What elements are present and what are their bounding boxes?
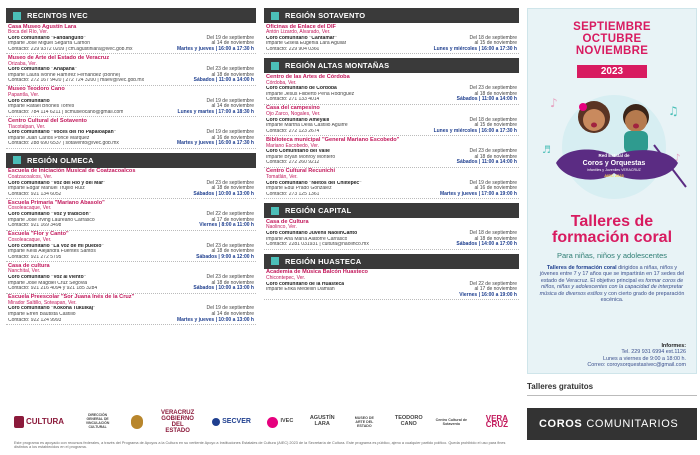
- instructor: Imparte Ana María Alatorre Carrasco: [266, 236, 348, 242]
- schedule-time: 9:00 a 12:00 h: [221, 253, 254, 260]
- contact: Contacto: 271 133 4014: [266, 97, 320, 103]
- month-label: NOVIEMBRE: [575, 45, 649, 57]
- schedule-days: Sábados: [193, 285, 215, 292]
- choir-name: Coro comunitario de Córdoba: [266, 86, 337, 92]
- ivec-logo: IVEC: [267, 417, 293, 428]
- venue-card: [264, 168, 519, 199]
- contact: Contacto: 921 134 6052: [8, 191, 62, 197]
- contact: Contacto: 288 690 6537 | sotavento@ivec.gob.mx: [8, 141, 119, 147]
- schedule-time: 10:00 a 13:00 h: [218, 316, 254, 323]
- venue-row: [8, 286, 254, 292]
- section-title: RECINTOS IVEC: [27, 11, 88, 20]
- contact: Contacto: 272 167 9420 | 272 724 3200 | maev@ivec.gob.mx: [8, 78, 145, 84]
- schedule-days: Viernes: [199, 222, 218, 229]
- contact: Contacto: 229 9372 0209 | cm.agustinlara@ivec.gob.mx: [8, 46, 133, 52]
- venue-city: Tomatlán, Ver.: [266, 173, 298, 180]
- choir-name: Coro comunitario: [8, 98, 50, 104]
- venue-city: Orizaba, Ver.: [8, 60, 37, 67]
- instructor: Imparte Erika Medellín Damián: [266, 287, 335, 293]
- info-heading: Informes:: [661, 343, 686, 349]
- section-header-huasteca: [264, 254, 519, 269]
- venue-city: Boca del Río, Ver.: [8, 29, 49, 36]
- instructor: Imparte Kelis Alejandra Fuentes Santos: [8, 249, 96, 255]
- square-icon: [271, 12, 279, 20]
- venue-city: Cosoleacaque, Ver.: [8, 236, 52, 243]
- contact: Contacto: 921 272 5795: [8, 254, 62, 260]
- venue-name: Academia de Música Balcón Huasteco: [266, 269, 368, 276]
- end-date: al 16 de noviembre: [211, 134, 254, 141]
- choir-name: Coro comunitario "Voz al viento": [8, 274, 86, 280]
- ivec-icon: [267, 417, 278, 428]
- instructor: Imparte José Magdiel Cruz Segovia: [8, 280, 88, 286]
- end-date: al 18 de noviembre: [474, 235, 517, 242]
- banner-line: infantiles y Juveniles VERACRUZ: [587, 168, 641, 172]
- schedule-time: 17:00 a 19:00 h: [481, 190, 517, 197]
- shield-icon: [131, 415, 143, 429]
- instructor: Imparte Gisela Eugenia Lara Aguilar: [266, 41, 347, 47]
- start-date: Del 22 de septiembre: [206, 211, 254, 218]
- start-date: Del 19 de septiembre: [206, 97, 254, 104]
- schedule-days: Sábados: [456, 96, 478, 103]
- venue-row: [8, 192, 254, 198]
- section-title: REGIÓN SOTAVENTO: [285, 11, 366, 20]
- left-column: [6, 8, 256, 325]
- section-header-olmeca: [6, 153, 256, 168]
- instructor: Imparte José Irving Laureano Carrasco: [8, 217, 95, 223]
- schedule: Lunes y miércoles | 16:00 a 17:30 h: [433, 45, 517, 52]
- instructor: Imparte Bryan Monroy Montero: [266, 154, 336, 160]
- venue-name: Casa Museo Agustín Lara: [8, 23, 77, 30]
- schedule: Martes y jueves | 16:00 a 17:30 h: [176, 45, 254, 52]
- instructor: Imparte Martha Della Castillo Aguirre: [266, 123, 348, 129]
- start-date: Del 23 de septiembre: [206, 179, 254, 186]
- choir-name: Coro comunitario de la Huasteca: [266, 281, 345, 287]
- contact: Contacto: 921 216 4094 y 921 185 3284: [8, 286, 98, 292]
- schedule: Sábados | 11:00 a 14:00 h: [456, 96, 517, 103]
- schedule: Sábados | 10:00 a 13:00 h: [193, 285, 254, 292]
- venue-name: Escuela Preescolar "Sor Juana Inés de la Cruz": [8, 294, 135, 301]
- end-date: al 15 de noviembre: [474, 122, 517, 129]
- section-header-capital: [264, 203, 519, 218]
- schedule-time: 16:00 a 19:00 h: [481, 291, 517, 298]
- schedule-time: 17:00 a 18:30 h: [218, 108, 254, 115]
- start-date: Del 18 de septiembre: [469, 34, 517, 41]
- end-date: al 15 de noviembre: [474, 40, 517, 47]
- venue-row: [8, 78, 254, 84]
- venue-city: Nanchital, Ver.: [8, 268, 41, 275]
- banner-line: Coros y Orquestas: [582, 160, 646, 167]
- schedule-days: Lunes y miércoles: [433, 127, 478, 134]
- contact: Contacto: 921 169 3498: [8, 223, 62, 229]
- venue-list-recintos: [6, 23, 256, 149]
- schedule-days: Sábados: [193, 190, 215, 197]
- venue-row: [8, 47, 254, 53]
- instructor: Imparte Edgar Manuel Trujillo Ruiz: [8, 186, 85, 192]
- venue-card: [264, 23, 519, 54]
- venue-card: [6, 117, 256, 148]
- start-date: Del 18 de septiembre: [469, 230, 517, 237]
- section-title: REGIÓN ALTAS MONTAÑAS: [285, 61, 390, 71]
- schedule: Viernes | 16:00 a 19:00 h: [459, 291, 517, 298]
- contact: Contacto: 272 123 2674: [266, 128, 320, 134]
- music-note-icon: ♪: [674, 153, 681, 164]
- schedule-time: 11:00 a 14:00 h: [218, 77, 254, 84]
- venue-row: [8, 255, 254, 261]
- start-date: Del 23 de septiembre: [206, 66, 254, 73]
- venue-card: [6, 23, 256, 54]
- end-date: al 18 de noviembre: [211, 185, 254, 192]
- section-header-sotavento: [264, 8, 519, 23]
- venue-row: [8, 110, 254, 116]
- eagle-icon: [14, 416, 24, 428]
- year-badge: 2023: [577, 65, 647, 78]
- start-date: Del 19 de septiembre: [206, 305, 254, 312]
- banner-line: AIEC 2023: [604, 173, 624, 178]
- schedule-time: 10:00 a 13:00 h: [218, 190, 254, 197]
- venue-card: [6, 54, 256, 85]
- instructor: Imparte Rafael Briones Torres: [8, 104, 75, 110]
- venue-list-huasteca: [264, 269, 519, 300]
- schedule-days: Martes y jueves: [439, 190, 478, 197]
- choir-name: Coro comunitario "Cantamar": [266, 35, 337, 41]
- music-note-icon: ♬: [542, 145, 551, 156]
- month-label: SEPTIEMBRE: [573, 21, 651, 33]
- choir-name: Coro comunitario "Anapana": [8, 67, 77, 73]
- venue-city: Antón Lizardo, Alvarado, Ver.: [266, 29, 331, 36]
- section-title: REGIÓN CAPITAL: [285, 206, 352, 216]
- panel-title: [528, 214, 696, 246]
- coros-banner: [527, 408, 697, 440]
- cultura-logo: CULTURA: [14, 416, 64, 428]
- section-header-altas: [264, 58, 519, 73]
- schedule-days: Sábados: [456, 241, 478, 248]
- contact-info: [587, 343, 686, 369]
- panel-subtitle: Para niñas, niños y adolescentes: [556, 251, 668, 260]
- agustin-lara-logo: AGUSTÍN LARA: [309, 415, 335, 427]
- contact: Contacto: 784 114 6211 | scmuseocano@gmail.com: [8, 109, 124, 115]
- footer-note: Este programa es apoyado con recursos federales, a través del Programa de Apoyos a la Cultura en su vertiente Apoyo a Instituciones Estatales de Cultura (AIEC) 2023 de la Secretaría de Cultura. Este programa es público, ajeno a cualquier partido político. Queda prohibido el uso para fines distintos a los establecidos en el programa.: [14, 441, 506, 450]
- start-date: Del 23 de septiembre: [206, 273, 254, 280]
- months: [528, 21, 696, 57]
- venue-card: [6, 168, 256, 199]
- contact: Contacto: 2281 031931 | cultura@naolinco.mx: [266, 242, 369, 248]
- contact: Contacto: 229 904 0360: [266, 46, 320, 52]
- info-line: Lunes a viernes de 9:00 a 18:00 h.: [602, 355, 686, 362]
- square-icon: [271, 257, 279, 265]
- title-line: Talleres de: [570, 213, 654, 230]
- start-date: Del 18 de septiembre: [469, 116, 517, 123]
- section-header-recintos: [6, 8, 256, 23]
- schedule-time: 8:00 a 11:00 h: [221, 222, 254, 229]
- start-date: Del 19 de septiembre: [469, 179, 517, 186]
- venue-card: [6, 231, 256, 262]
- schedule-days: Sábados: [196, 253, 217, 260]
- end-date: al 14 de noviembre: [211, 311, 254, 318]
- schedule-time: 16:00 a 17:30 h: [218, 140, 254, 147]
- end-date: al 17 de noviembre: [474, 286, 517, 293]
- music-note-icon: ♫: [668, 104, 679, 118]
- venue-list-sotavento: [264, 23, 519, 54]
- venue-name: Oficinas de Enlace del DIF: [266, 23, 336, 30]
- music-note-icon: ♪: [550, 96, 558, 110]
- venue-name: Escuela Primaria "Mariano Abasolo": [8, 199, 105, 206]
- schedule-days: Sábados: [193, 77, 215, 84]
- start-date: Del 22 de septiembre: [469, 280, 517, 287]
- square-icon: [271, 62, 279, 70]
- info-line: Correo: coroysorquestasivec@gmail.com: [587, 362, 686, 369]
- section-title: REGIÓN HUASTECA: [285, 256, 362, 266]
- venue-row: [266, 293, 517, 299]
- end-date: al 17 de noviembre: [211, 216, 254, 223]
- venue-card: [6, 199, 256, 230]
- schedule-days: Martes y jueves: [176, 140, 215, 147]
- instructor: Imparte Edul Prado González: [266, 186, 332, 192]
- venue-row: [8, 223, 254, 229]
- girl-face: [583, 109, 605, 131]
- venue-row: [266, 129, 517, 135]
- banner-bold: COROS: [539, 418, 583, 430]
- veracruz-heart-logo: VERA CRUZ: [485, 414, 508, 429]
- schedule-days: Lunes y miércoles: [433, 45, 478, 52]
- instructor: Imparte Efrén Bautista Castillo: [8, 312, 76, 318]
- venue-card: [264, 105, 519, 136]
- venue-city: Mirador Saltillo, Soteapan, Ver.: [8, 299, 77, 306]
- venue-row: [266, 192, 517, 198]
- banner-line: Red Estatal de: [598, 153, 630, 158]
- venue-name: Escuela de Iniciación Musical de Coatzacoalcos: [8, 168, 136, 175]
- divider: [527, 395, 697, 396]
- contact: Contacto: 922 124 9993: [8, 317, 62, 323]
- choir-name: Coro comunitario "La Voz de mi pueblo": [8, 243, 104, 249]
- venue-row: [266, 160, 517, 166]
- schedule-time: 10:00 a 13:00 h: [218, 285, 254, 292]
- start-date: Del 23 de septiembre: [469, 85, 517, 92]
- start-date: Del 19 de septiembre: [206, 34, 254, 41]
- museo-arte-logo: MUSEO DE ARTE DEL ESTADO: [354, 416, 374, 428]
- end-date: al 18 de noviembre: [474, 153, 517, 160]
- venue-row: [8, 141, 254, 147]
- end-date: al 14 de noviembre: [211, 103, 254, 110]
- start-date: Del 23 de septiembre: [469, 148, 517, 155]
- schedule: Sábados | 11:00 a 14:00 h: [456, 159, 517, 166]
- schedule-time: 11:00 a 14:00 h: [481, 96, 517, 103]
- sotavento-logo: Centro Cultural de Sotavento: [435, 418, 468, 426]
- venue-list-capital: [264, 218, 519, 249]
- venue-name: Casa de cultura: [8, 262, 50, 269]
- venue-name: Museo de Arte del Estado de Veracruz: [8, 54, 110, 61]
- choir-name: Coro comunitario "Voces del río Papaloapan": [8, 130, 117, 136]
- schedule-time: 16:00 a 17:30 h: [481, 45, 517, 52]
- venue-name: Centro de las Artes de Córdoba: [266, 73, 350, 80]
- end-date: al 18 de noviembre: [211, 279, 254, 286]
- banner-rest: COMUNITARIOS: [586, 418, 679, 430]
- choir-name: Coro Comunitario del Valle: [266, 149, 330, 155]
- instructor: Imparte Laura Ivonne Ramírez Fernández (Bonne): [8, 72, 121, 78]
- venue-name: Casa del campesino: [266, 105, 320, 112]
- end-date: al 18 de noviembre: [211, 71, 254, 78]
- venue-city: Cosoleacaque, Ver.: [8, 205, 52, 212]
- venue-list-olmeca: [6, 168, 256, 325]
- venue-city: Córdoba, Ver.: [266, 79, 297, 86]
- venue-card: [264, 218, 519, 249]
- venue-city: Tlacotalpan, Ver.: [8, 123, 46, 130]
- schedule: Lunes y miércoles | 16:00 a 17:30 h: [433, 127, 517, 134]
- venue-card: [264, 136, 519, 167]
- schedule-days: Sábados: [456, 159, 478, 166]
- schedule: Martes y jueves | 17:00 a 19:00 h: [439, 190, 517, 197]
- schedule: Sábados | 10:00 a 13:00 h: [193, 190, 254, 197]
- schedule: Sábados | 14:00 a 17:00 h: [456, 241, 517, 248]
- square-icon: [13, 156, 21, 164]
- direccion-logo: DIRECCIÓN GENERAL DE VINCULACIÓN CULTURAL: [85, 413, 110, 429]
- venue-city: Mariano Escobedo, Ver.: [266, 142, 320, 149]
- boy-face: [625, 110, 647, 132]
- desc-italic: formar coros de niños, niñas y adolescentes con la capacidad de interpretar música de diversos estilos: [539, 277, 684, 297]
- schedule: Martes y jueves | 10:00 a 13:00 h: [176, 316, 254, 323]
- contact: Contacto: 272 260 9212: [266, 160, 320, 166]
- schedule: Viernes | 8:00 a 11:00 h: [199, 222, 254, 229]
- section-title: REGIÓN OLMECA: [27, 155, 94, 165]
- info-line: Tel. 229 931 6994 ext.1126: [621, 349, 686, 356]
- venue-name: Centro Cultural Recunichi: [266, 168, 335, 175]
- sponsor-logos: [6, 408, 518, 436]
- teodoro-cano-logo: TEODORO CANO: [394, 415, 423, 427]
- title-line: formación coral: [551, 229, 673, 246]
- secver-logo: SECVER: [212, 418, 251, 426]
- venue-name: Casa de Cultura: [266, 218, 309, 225]
- choir-name: Coro comunitario Ameyalli: [266, 117, 330, 123]
- schedule-time: 16:00 a 17:30 h: [481, 127, 517, 134]
- instructor: Imparte Juan Carlos Ponce Márquez: [8, 135, 90, 141]
- choir-name: Coro comunitario Juvenil NaolinCanto: [266, 231, 358, 237]
- choir-name: Coro comunitario "Voz y tradición": [8, 212, 91, 218]
- schedule: Martes y jueves | 16:00 a 17:30 h: [176, 140, 254, 147]
- venue-card: [264, 269, 519, 300]
- month-label: OCTUBRE: [582, 33, 642, 45]
- schedule-time: 16:00 a 17:30 h: [218, 45, 254, 52]
- venue-name: Escuela "Flor y Canto": [8, 231, 69, 238]
- info-panel: [527, 8, 697, 374]
- panel-description: [538, 265, 686, 303]
- schedule-days: Martes y jueves: [176, 316, 215, 323]
- schedule: Sábados | 11:00 a 14:00 h: [193, 77, 254, 84]
- end-date: al 14 de noviembre: [211, 40, 254, 47]
- middle-column: [264, 8, 519, 300]
- choir-name: Coro comunitario "Voz del Río y del Mar": [8, 180, 106, 186]
- schedule-days: Lunes y martes: [177, 108, 215, 115]
- venue-name: Museo Teodoro Cano: [8, 86, 65, 93]
- end-date: al 18 de noviembre: [211, 248, 254, 255]
- start-date: Del 23 de septiembre: [206, 242, 254, 249]
- venue-row: [8, 318, 254, 324]
- choir-name: Coro comunitario "Kokona Tukuikaj": [8, 306, 96, 312]
- venue-name: Centro Cultural del Sotavento: [8, 117, 87, 124]
- venue-card: [6, 262, 256, 293]
- venue-row: [266, 97, 517, 103]
- contact: Contacto: 273 125 1361: [266, 191, 320, 197]
- square-icon: [13, 12, 21, 20]
- venue-row: [266, 47, 517, 53]
- venue-card: [6, 86, 256, 117]
- end-date: al 18 de noviembre: [474, 90, 517, 97]
- square-icon: [271, 207, 279, 215]
- schedule-days: Viernes: [459, 291, 478, 298]
- choir-name: Coro comunitario "Nietos del Chiltepec": [266, 180, 362, 186]
- free-workshops-label: Talleres gratuitos: [527, 382, 594, 391]
- instructor: Imparte Jesús Filiberto Peña Rodríguez: [266, 91, 355, 97]
- desc-end: y con cierto grado de preparación escénica.: [600, 290, 685, 304]
- choir-name: Coro comunitario "Fandanguito": [8, 35, 86, 41]
- venue-city: Coatzacoalcos, Ver.: [8, 173, 53, 180]
- schedule: Lunes y martes | 17:00 a 18:30 h: [177, 108, 254, 115]
- schedule-time: 14:00 a 17:00 h: [481, 241, 517, 248]
- venue-list-altas: [264, 73, 519, 199]
- schedule-days: Martes y jueves: [176, 45, 215, 52]
- venue-name: Biblioteca municipal "General Mariano Escobedo": [266, 136, 400, 143]
- escudo-logo: [131, 415, 143, 429]
- veracruz-logo: VERACRUZ GOBIERNO DEL ESTADO: [160, 410, 195, 434]
- start-date: Del 19 de septiembre: [206, 129, 254, 136]
- venue-card: [264, 73, 519, 104]
- desc-rest: dirigidos a niñas, niños y jóvenes entre 7 y 17 años que se impartirán en 17 sedes del estado de Veracruz. El objetivo principal es: [539, 265, 685, 284]
- schedule-time: 11:00 a 14:00 h: [481, 159, 517, 166]
- venue-city: Chicontepec, Ver.: [266, 274, 306, 281]
- desc-lead: Talleres de formación coral: [546, 265, 617, 271]
- schedule: Sábados | 9:00 a 12:00 h: [196, 253, 254, 260]
- instructor: Imparte José Miguel Segarra Carrión: [8, 41, 90, 47]
- venue-city: Naolinco, Ver.: [266, 224, 297, 231]
- venue-city: Papantla, Ver.: [8, 92, 40, 99]
- venue-row: [266, 242, 517, 248]
- end-date: al 16 de noviembre: [474, 185, 517, 192]
- venue-card: [6, 294, 256, 325]
- venue-city: Ojo Zarco, Nogales, Ver.: [266, 111, 321, 118]
- circle-icon: [212, 418, 220, 426]
- children-singing-illustration: [536, 87, 692, 205]
